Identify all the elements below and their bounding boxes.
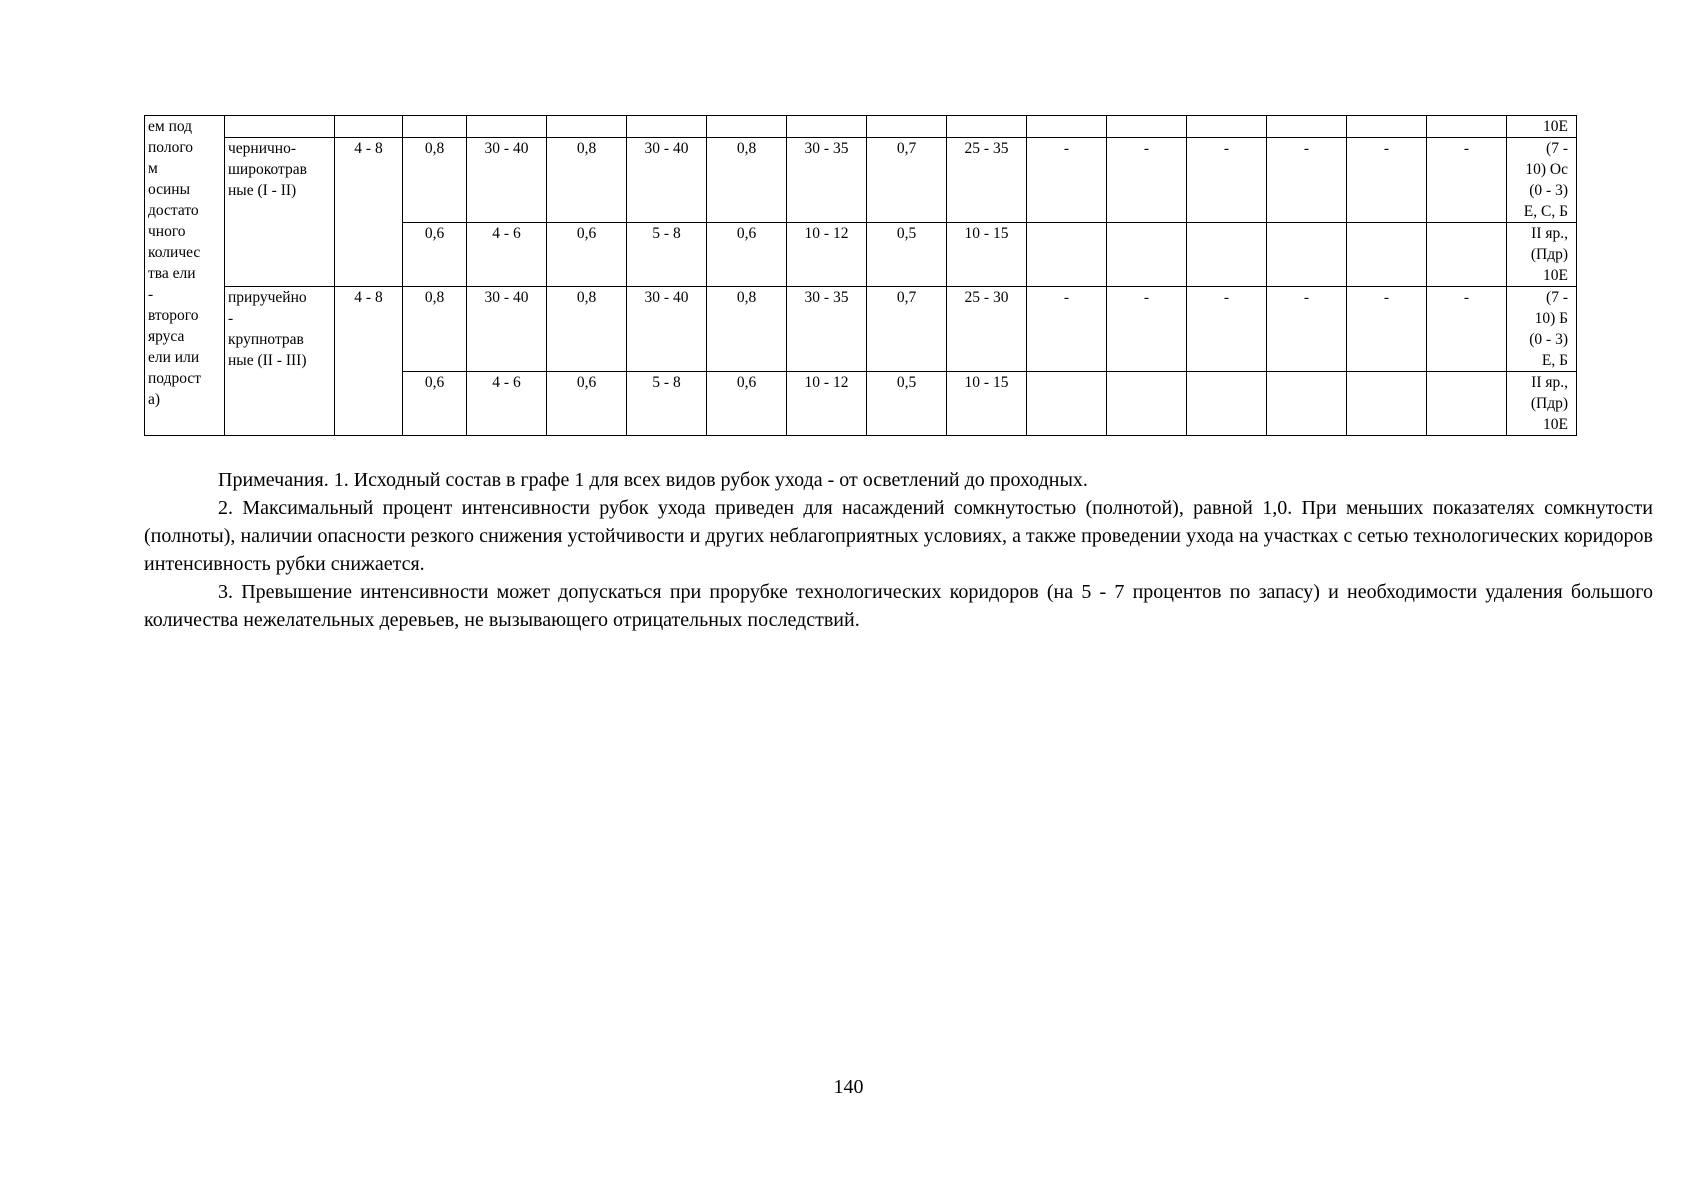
table-cell: 0,8 xyxy=(707,287,787,372)
table-cell: 30 - 35 xyxy=(787,138,867,223)
table-cell: 0,7 xyxy=(867,287,947,372)
table-cell: - xyxy=(1187,287,1267,372)
table-cell: (7 - 10) Ос (0 - 3) Е, С, Б xyxy=(1507,138,1577,223)
table-cell: II яр., (Пдр) 10Е xyxy=(1507,223,1577,287)
table-cell: 0,6 xyxy=(707,223,787,287)
table-cell: 10 - 15 xyxy=(947,372,1027,436)
table-cell: 0,6 xyxy=(547,372,627,436)
table-cell: 0,5 xyxy=(867,372,947,436)
notes-section xyxy=(144,466,1653,634)
table-cell xyxy=(547,116,627,138)
note-paragraph: 3. Превышение интенсивности может допускаться при прорубке технологических коридоров (на 5 - 7 процентов по запасу) и необходимости удаления большого количества нежелательных деревьев, не вызывающего отрицательных последствий. xyxy=(144,581,1653,631)
table-cell: 5 - 8 xyxy=(627,372,707,436)
page-number: 140 xyxy=(833,1076,864,1098)
table-cell: 4 - 6 xyxy=(467,372,547,436)
table-cell: 30 - 35 xyxy=(787,287,867,372)
table-cell: - xyxy=(1267,138,1347,223)
table-cell: 4 - 6 xyxy=(467,223,547,287)
table-cell xyxy=(707,116,787,138)
table-cell: 0,6 xyxy=(403,372,467,436)
table-cell xyxy=(1347,223,1427,287)
table-cell: - xyxy=(1427,287,1507,372)
table-cell xyxy=(467,116,547,138)
table-row xyxy=(145,138,1577,223)
table-cell xyxy=(1107,372,1187,436)
table-cell: II яр., (Пдр) 10Е xyxy=(1507,372,1577,436)
table-cell: - xyxy=(1107,138,1187,223)
table-cell xyxy=(787,116,867,138)
table-cell: 30 - 40 xyxy=(467,287,547,372)
table-cell: 30 - 40 xyxy=(627,138,707,223)
table-cell: (7 - 10) Б (0 - 3) Е, Б xyxy=(1507,287,1577,372)
forest-type-cell: приручейно - крупнотрав ные (II - III) xyxy=(225,287,335,436)
table-cell: 30 - 40 xyxy=(627,287,707,372)
table-cell xyxy=(1187,223,1267,287)
data-table xyxy=(144,115,1577,436)
table-cell xyxy=(1187,116,1267,138)
table-row xyxy=(145,116,1577,138)
table-cell: - xyxy=(1107,287,1187,372)
table-cell xyxy=(627,116,707,138)
table-cell: 0,7 xyxy=(867,138,947,223)
table-cell: 25 - 30 xyxy=(947,287,1027,372)
table-cell: 25 - 35 xyxy=(947,138,1027,223)
table-cell: 10 - 15 xyxy=(947,223,1027,287)
table-row xyxy=(145,287,1577,372)
table-cell: - xyxy=(1267,287,1347,372)
table-cell: 10Е xyxy=(1507,116,1577,138)
table-cell: 10 - 12 xyxy=(787,372,867,436)
table-cell: 0,5 xyxy=(867,223,947,287)
table-cell xyxy=(225,116,335,138)
table-cell: - xyxy=(1027,287,1107,372)
group-label-cell: ем под полого м осины достато чного количес тва ели - второго яруса ели или подрост а) xyxy=(145,116,225,436)
note-paragraph: 2. Максимальный процент интенсивности рубок ухода приведен для насаждений сомкнутостью (полнотой), равной 1,0. При меньших показателях сомкнутости (полноты), наличии опасности резкого снижения устойчивости и других неблагоприятных условиях, а также проведении ухода на участках с сетью технологических коридоров интенсивность рубки снижается. xyxy=(144,497,1653,575)
table-cell xyxy=(1347,116,1427,138)
table-cell xyxy=(1187,372,1267,436)
table-cell: 10 - 12 xyxy=(787,223,867,287)
forest-type-cell: чернично- широкотрав ные (I - II) xyxy=(225,138,335,287)
table-cell: - xyxy=(1347,138,1427,223)
table-cell: 0,8 xyxy=(547,287,627,372)
note-paragraph: Примечания. 1. Исходный состав в графе 1 для всех видов рубок ухода - от осветлений до проходных. xyxy=(218,469,1088,491)
table-cell xyxy=(1267,116,1347,138)
table-cell xyxy=(1347,372,1427,436)
table-cell: 0,6 xyxy=(547,223,627,287)
table-cell xyxy=(1027,223,1107,287)
table-cell xyxy=(1427,116,1507,138)
table-cell xyxy=(335,116,403,138)
table-cell: 4 - 8 xyxy=(335,138,403,287)
table-cell xyxy=(403,116,467,138)
table-cell: - xyxy=(1347,287,1427,372)
table-cell xyxy=(1027,372,1107,436)
table-cell: 0,6 xyxy=(403,223,467,287)
table-cell: 30 - 40 xyxy=(467,138,547,223)
table-cell xyxy=(867,116,947,138)
table-cell xyxy=(1107,116,1187,138)
table-cell: 4 - 8 xyxy=(335,287,403,436)
table-cell: 0,8 xyxy=(547,138,627,223)
table-cell: 0,8 xyxy=(403,138,467,223)
table-cell: 0,6 xyxy=(707,372,787,436)
table-cell xyxy=(1107,223,1187,287)
table-cell: 0,8 xyxy=(707,138,787,223)
table-cell: 0,8 xyxy=(403,287,467,372)
table-cell: - xyxy=(1427,138,1507,223)
table-cell xyxy=(947,116,1027,138)
table-cell xyxy=(1027,116,1107,138)
table-cell: - xyxy=(1027,138,1107,223)
table-cell: 5 - 8 xyxy=(627,223,707,287)
table-cell: - xyxy=(1187,138,1267,223)
table-cell xyxy=(1267,372,1347,436)
table-cell xyxy=(1267,223,1347,287)
table-cell xyxy=(1427,223,1507,287)
table-cell xyxy=(1427,372,1507,436)
